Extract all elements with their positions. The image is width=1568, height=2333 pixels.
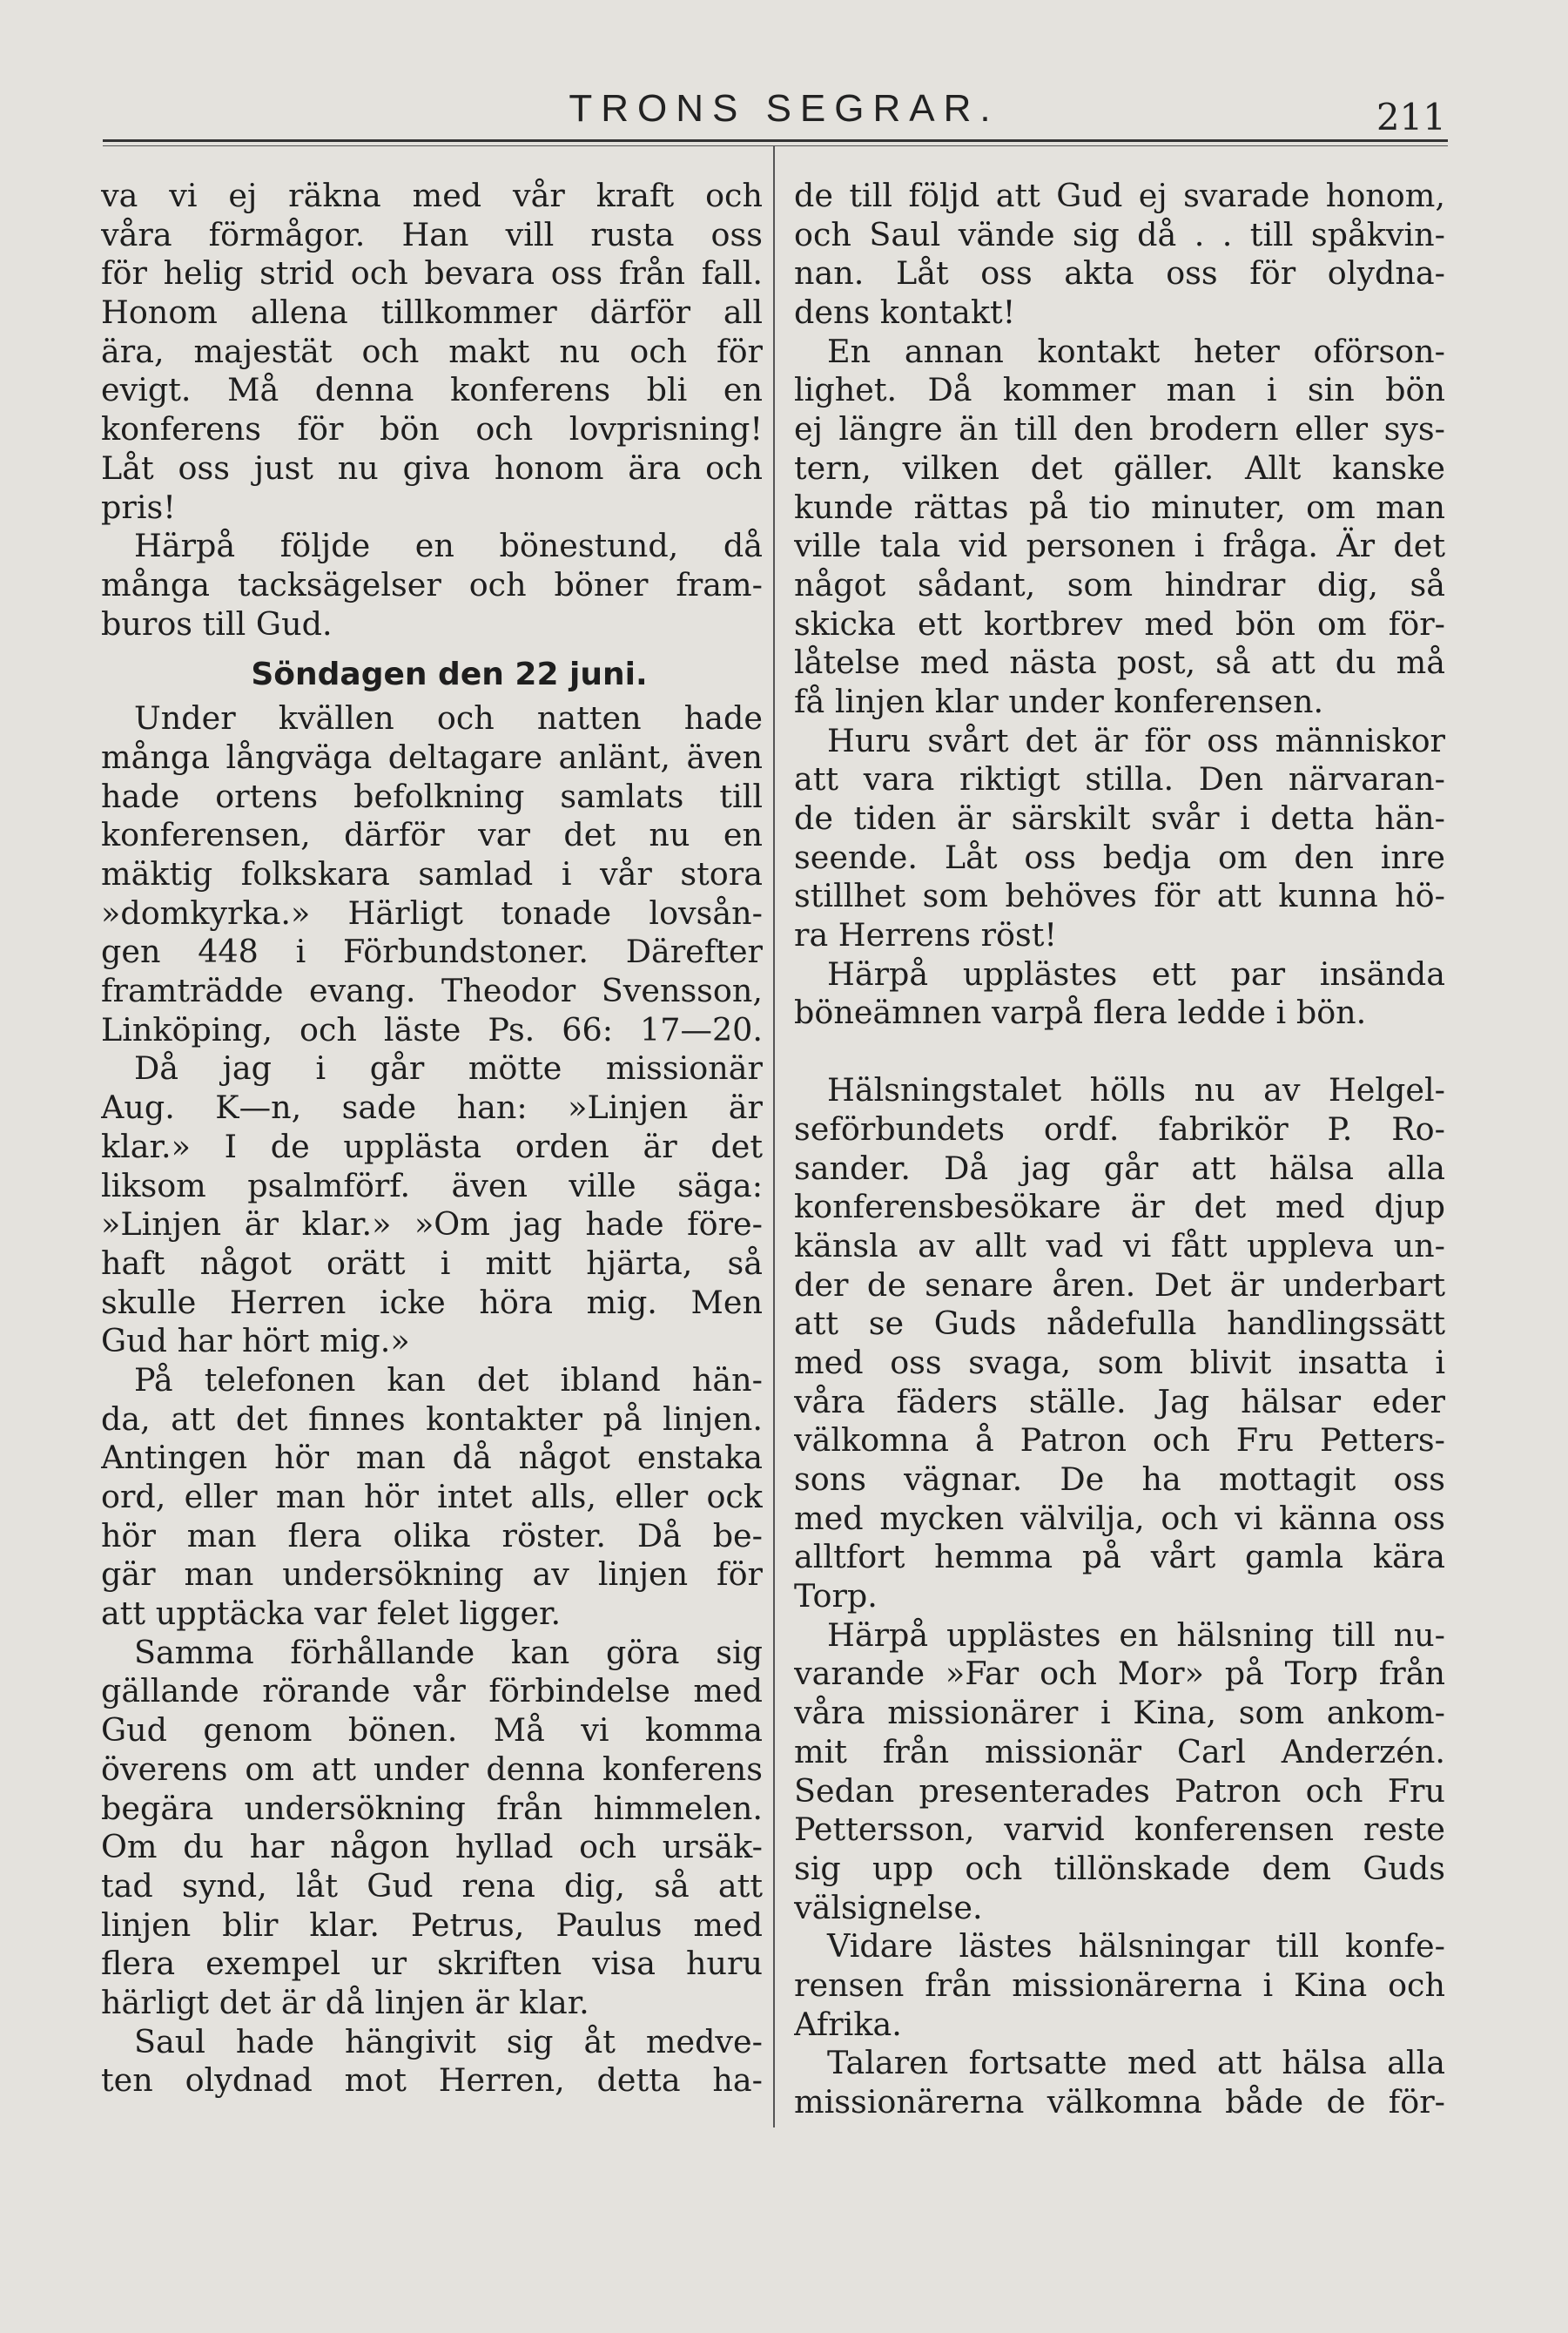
text-line: Pettersson, varvid konferensen reste (794, 1810, 1445, 1849)
text-line: kunde rättas på tio minuter, om man (794, 488, 1445, 526)
text-line: sander. Då jag går att hälsa alla (794, 1149, 1445, 1187)
text-line: seförbundets ordf. fabrikör P. Ro- (794, 1109, 1445, 1148)
paragraph (101, 177, 763, 527)
text-line: Afrika. (794, 2005, 902, 2043)
text-line: nan. Låt oss akta oss för olydna- (794, 254, 1445, 293)
text-line: Hälsningstalet hölls nu av Helgel- (827, 1071, 1445, 1109)
text-line: konferensen, därför var det nu en (101, 816, 763, 854)
running-title: TRONS SEGRAR. (569, 87, 999, 130)
text-line: ville tala vid personen i fråga. Är det (794, 527, 1445, 565)
text-line: sons vägnar. De ha mottagit oss (794, 1460, 1445, 1498)
text-line: överens om att under denna konferens (101, 1750, 763, 1788)
paragraph (101, 699, 763, 1049)
left-column (101, 177, 763, 2100)
text-line: pris! (101, 488, 176, 526)
paragraph (101, 1634, 763, 2023)
text-line: de tiden är särskilt svår i detta hän- (794, 799, 1445, 837)
text-line: välkomna å Patron och Fru Petters- (794, 1421, 1445, 1460)
text-line: skicka ett kortbrev med bön om för- (794, 604, 1445, 643)
text-line: ära, majestät och makt nu och för (101, 332, 763, 370)
text-line: Saul hade hängivit sig åt medve- (134, 2022, 763, 2060)
text-line: något sådant, som hindrar dig, så (794, 565, 1445, 603)
text-line: få linjen klar under konferensen. (794, 682, 1324, 720)
text-line: stillhet som behöves för att kunna hö- (794, 877, 1445, 915)
text-line: »domkyrka.» Härligt tonade lovsån- (101, 893, 763, 932)
text-line: flera exempel ur skriften visa huru (101, 1945, 763, 1983)
paragraph-gap (794, 1033, 1445, 1071)
text-line: och Saul vände sig då . . till spåkvin- (794, 215, 1445, 253)
text-line: Samma förhållande kan göra sig (134, 1633, 763, 1671)
header-rule (103, 139, 1448, 146)
text-line: för helig strid och bevara oss från fall. (101, 254, 763, 293)
paragraph (794, 2044, 1445, 2121)
text-line: Härpå upplästes en hälsning till nu- (827, 1615, 1445, 1654)
text-line: de till följd att Gud ej svarade honom, (794, 177, 1445, 214)
text-line: våra fäders ställe. Jag hälsar eder (794, 1382, 1445, 1420)
text-line: låtelse med nästa post, så att du må (794, 644, 1445, 682)
text-line: sig upp och tillönskade dem Guds (794, 1849, 1445, 1887)
text-line: att vara riktigt stilla. Den närvaran- (794, 760, 1445, 799)
text-line: begära undersökning från himmelen. (101, 1789, 763, 1827)
text-line: der de senare åren. Det är underbart (794, 1265, 1445, 1304)
text-line: våra missionärer i Kina, som ankom- (794, 1694, 1445, 1732)
paragraph (794, 1071, 1445, 1616)
text-line: ten olydnad mot Herren, detta ha- (101, 2061, 763, 2100)
text-line: klar.» I de upplästa orden är det (101, 1127, 763, 1165)
text-line: Talaren fortsatte med att hälsa alla (827, 2044, 1445, 2082)
text-line: På telefonen kan det ibland hän- (134, 1360, 763, 1399)
text-line: dens kontakt! (794, 293, 1016, 332)
text-line: Vidare lästes hälsningar till konfe- (827, 1927, 1445, 1966)
paragraph (101, 2023, 763, 2100)
text-line: En annan kontakt heter oförson- (827, 332, 1445, 370)
text-line: Linköping, och läste Ps. 66: 17—20. (101, 1010, 763, 1049)
text-line: gär man undersökning av linjen för (101, 1555, 763, 1594)
text-line: Låt oss just nu giva honom ära och (101, 448, 763, 487)
text-line: gällande rörande vår förbindelse med (101, 1672, 763, 1710)
text-line: böneämnen varpå flera ledde i bön. (794, 994, 1367, 1032)
text-line: hade ortens befolkning samlats till (101, 777, 763, 815)
text-line: tad synd, låt Gud rena dig, så att (101, 1866, 763, 1905)
text-line: Under kvällen och natten hade (134, 699, 763, 738)
text-line: Antingen hör man då något enstaka (101, 1439, 763, 1477)
text-line: seende. Låt oss bedja om den inre (794, 838, 1445, 876)
text-line: att se Guds nådefulla handlingssätt (794, 1305, 1445, 1343)
text-line: va vi ej räkna med vår kraft och (101, 177, 763, 214)
text-line: ej längre än till den brodern eller sys- (794, 410, 1445, 448)
text-line: härligt det är då linjen är klar. (101, 1983, 589, 2021)
text-line: ord, eller man hör intet alls, eller ock (101, 1478, 763, 1515)
text-line: välsignelse. (794, 1888, 983, 1926)
paragraph (101, 527, 763, 644)
paragraph (794, 1616, 1445, 1928)
text-line: rensen från missionärerna i Kina och (794, 1966, 1445, 2004)
text-line: många tacksägelser och böner fram- (101, 565, 763, 603)
paragraph (101, 1049, 763, 1361)
text-line: haft något orätt i mitt hjärta, så (101, 1244, 763, 1282)
paragraph (794, 955, 1445, 1033)
paragraph (101, 1361, 763, 1634)
text-line: känsla av allt vad vi fått uppleva un- (794, 1226, 1445, 1264)
column-divider (773, 146, 775, 2127)
text-line: liksom psalmförf. även ville säga: (101, 1166, 763, 1204)
text-line: gen 448 i Förbundstoner. Därefter (101, 933, 763, 971)
paragraph (794, 1927, 1445, 2044)
text-line: med mycken välvilja, och vi känna oss (794, 1499, 1445, 1537)
text-line: Då jag i går mötte missionär (134, 1049, 763, 1088)
text-line: evigt. Må denna konferens bli en (101, 371, 763, 409)
text-line: mäktig folkskara samlad i vår stora (101, 855, 763, 893)
text-line: framträdde evang. Theodor Svensson, (101, 972, 763, 1010)
text-line: »Linjen är klar.» »Om jag hade före- (101, 1205, 763, 1244)
text-line: hör man flera olika röster. Då be- (101, 1516, 763, 1554)
text-line: buros till Gud. (101, 604, 333, 643)
text-line: Huru svårt det är för oss människor (827, 721, 1445, 759)
text-line: missionärerna välkomna både de för- (794, 2083, 1445, 2121)
text-line: Härpå följde en bönestund, då (134, 527, 763, 565)
text-line: ra Herrens röst! (794, 916, 1058, 954)
text-line: Gud har hört mig.» (101, 1322, 410, 1360)
paragraph (794, 333, 1445, 722)
text-line: att upptäcka var felet ligger. (101, 1595, 562, 1633)
text-line: skulle Herren icke höra mig. Men (101, 1283, 763, 1321)
right-column (794, 177, 1445, 2122)
text-line: Sedan presenterades Patron och Fru (794, 1771, 1445, 1810)
text-line: varande »Far och Mor» på Torp från (794, 1655, 1445, 1693)
text-line: Gud genom bönen. Må vi komma (101, 1711, 763, 1750)
text-line: Torp. (794, 1577, 878, 1615)
text-line: linjen blir klar. Petrus, Paulus med (101, 1905, 763, 1944)
text-line: lighet. Då kommer man i sin bön (794, 371, 1445, 409)
paragraph (794, 177, 1445, 333)
text-line: Om du har någon hyllad och ursäk- (101, 1828, 763, 1866)
text-line: da, att det finnes kontakter på linjen. (101, 1399, 763, 1438)
text-line: tern, vilken det gäller. Allt kanske (794, 448, 1445, 487)
paragraph (794, 722, 1445, 955)
text-line: alltfort hemma på vårt gamla kära (794, 1538, 1445, 1576)
text-line: många långväga deltagare anlänt, även (101, 738, 763, 776)
text-line: konferens för bön och lovprisning! (101, 410, 763, 448)
text-line: Honom allena tillkommer därför all (101, 293, 763, 332)
text-line: våra förmågor. Han vill rusta oss (101, 215, 763, 253)
section-heading: Söndagen den 22 juni. (251, 657, 648, 693)
text-line: Härpå upplästes ett par insända (827, 954, 1445, 993)
text-line: konferensbesökare är det med djup (794, 1188, 1445, 1226)
text-line: mit från missionär Carl Anderzén. (794, 1732, 1445, 1770)
page-header (0, 80, 1568, 141)
page-number: 211 (1376, 96, 1446, 138)
text-line: med oss svaga, som blivit insatta i (794, 1343, 1445, 1381)
text-line: Aug. K—n, sade han: »Linjen är (101, 1089, 763, 1127)
